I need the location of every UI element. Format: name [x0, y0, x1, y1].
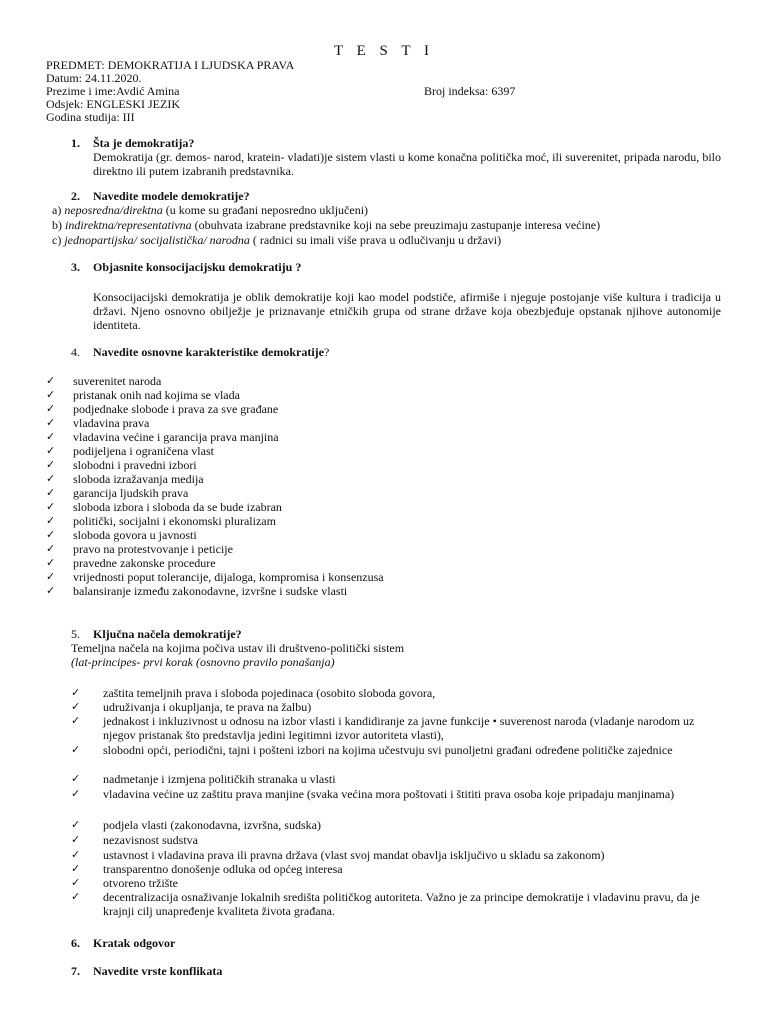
principle-text: nadmetanje i izmjena političkih stranaka u vlasti	[103, 772, 336, 786]
question-number: 7.	[71, 964, 80, 978]
checkmark-icon: ✓	[71, 818, 81, 831]
question-1	[71, 136, 194, 150]
question-text: Navedite modele demokratije?	[93, 189, 250, 203]
question-number: 6.	[71, 936, 80, 950]
question-number: 2.	[71, 189, 80, 203]
checkmark-icon: ✓	[71, 743, 81, 756]
question-3	[71, 260, 301, 274]
characteristic-text: garancija ljudskih prava	[73, 486, 189, 500]
checkmark-icon: ✓	[71, 833, 81, 846]
checkmark-icon: ✓	[71, 848, 81, 861]
date-line: Datum: 24.11.2020.	[46, 71, 142, 85]
question-number: 1.	[71, 136, 80, 150]
principle-text: otvoreno tržište	[103, 876, 178, 890]
checkmark-icon: ✓	[46, 472, 56, 485]
question-text: Navedite vrste konflikata	[93, 964, 223, 978]
document-title: T E S T I	[333, 43, 434, 59]
checkmark-icon: ✓	[71, 787, 81, 800]
principles-intro: Temeljna načela na kojima počiva ustav ili društveno-politički sistem	[71, 641, 405, 655]
question-number: 3.	[71, 260, 80, 274]
checkmark-icon: ✓	[46, 486, 56, 499]
model-option-b: b) indirektna/representativna (obuhvata izabrane predstavnike koji na sebe preuzimaju zastupanje interesa većine)	[52, 218, 601, 232]
principle-text: transparentno donošenje odluka od općeg interesa	[103, 862, 343, 876]
checkmark-icon: ✓	[71, 890, 81, 903]
question-5	[71, 627, 242, 641]
characteristic-text: vladavina prava	[73, 416, 150, 430]
checkmark-icon: ✓	[46, 542, 56, 555]
checkmark-icon: ✓	[46, 430, 56, 443]
checkmark-icon: ✓	[46, 584, 56, 597]
checkmark-icon: ✓	[71, 686, 81, 699]
principle-text: udruživanja i okupljanja, te prava na žalbu)	[103, 700, 312, 714]
question-2	[71, 189, 250, 203]
name-line: Prezime i ime:Avdić Amina	[46, 84, 180, 98]
model-option-c: c) jednopartijska/ socijalistička/ narodna ( radnici su imali više prava u odlučivanju u državi)	[52, 233, 502, 247]
characteristic-text: sloboda izražavanja medija	[73, 472, 204, 486]
question-text: Objasnite konsocijacijsku demokratiju ?	[93, 260, 302, 274]
characteristic-text: slobodni i pravedni izbori	[73, 458, 197, 472]
principle-text: jednakost i inkluzivnost u odnosu na izbor vlasti i kandidiranje za javne funkcije • suverenost naroda (vladanje narodom uz njegov pristanak što predstavlja jedini legitimni izvor autoriteta vlasti),	[103, 714, 695, 742]
characteristic-text: suverenitet naroda	[73, 374, 162, 388]
checkmark-icon: ✓	[46, 556, 56, 569]
checkmark-icon: ✓	[46, 374, 56, 387]
checkmark-icon: ✓	[71, 876, 81, 889]
department-line: Odsjek: ENGLESKI JEZIK	[46, 97, 180, 111]
checkmark-icon: ✓	[46, 514, 56, 527]
answer-3: Konsocijacijski demokratija je oblik demokratije koji kao model podstiče, afirmiše i njeguje postojanje više kultura i tradicija u državi. Njeno osnovno obilježje je priznavanje etničkih grupa od strane države koja obezbjeđuje opstanak njihove autonomije identiteta.	[93, 290, 721, 332]
question-number: 4.	[71, 345, 80, 359]
question-6	[71, 936, 175, 950]
question-text: Šta je demokratija?	[93, 136, 195, 150]
checkmark-icon: ✓	[46, 458, 56, 471]
index-number: Broj indeksa: 6397	[424, 84, 516, 98]
checkmark-icon: ✓	[46, 500, 56, 513]
question-number: 5.	[71, 627, 80, 641]
characteristic-text: vladavina većine i garancija prava manjina	[73, 430, 279, 444]
characteristic-text: pristanak onih nad kojima se vlada	[73, 388, 240, 402]
checkmark-icon: ✓	[46, 528, 56, 541]
principle-text: slobodni opći, periodični, tajni i pošteni izbori na kojima učestvuju svi punoljetni građani određene političke zajednice	[103, 743, 673, 757]
checkmark-icon: ✓	[71, 862, 81, 875]
characteristic-text: vrijednosti poput tolerancije, dijaloga, kompromisa i konsenzusa	[73, 570, 384, 584]
principle-text: ustavnost i vladavina prava ili pravna država (vlast svoj mandat obavlja isključivo u skladu sa zakonom)	[103, 848, 605, 862]
characteristic-text: sloboda govora u javnosti	[73, 528, 197, 542]
question-text: Ključna načela demokratije?	[93, 627, 242, 641]
principle-text: decentralizacija osnaživanje lokalnih središta političkog autoriteta. Važno je za principe demokratije i vladavinu pravu, da je krajnji cilj unapređenje kvaliteta života građana.	[103, 890, 700, 918]
subject-line: PREDMET: DEMOKRATIJA I LJUDSKA PRAVA	[46, 58, 295, 72]
characteristic-text: pravedne zakonske procedure	[73, 556, 216, 570]
question-text: Navedite osnovne karakteristike demokratije	[93, 345, 324, 359]
checkmark-icon: ✓	[46, 402, 56, 415]
characteristic-text: pravo na protestvovanje i peticije	[73, 542, 233, 556]
characteristic-text: podijeljena i ograničena vlast	[73, 444, 214, 458]
checkmark-icon: ✓	[46, 444, 56, 457]
characteristic-text: sloboda izbora i sloboda da se bude izabran	[73, 500, 282, 514]
checkmark-icon: ✓	[71, 772, 81, 785]
principles-origin: (lat-principes- prvi korak (osnovno pravilo ponašanja)	[71, 655, 335, 669]
question-7	[71, 964, 222, 978]
question-text: Kratak odgovor	[93, 936, 176, 950]
checkmark-icon: ✓	[46, 416, 56, 429]
principle-text: vladavina većine uz zaštitu prava manjine (svaka većina mora poštovati i štititi prava osoba koje pripadaju manjinama)	[103, 787, 675, 801]
question-4: 4. Navedite osnovne karakteristike demokratije?	[71, 345, 330, 359]
characteristic-text: podjednake slobode i prava za sve građane	[73, 402, 279, 416]
principle-text: zaštita temeljnih prava i sloboda pojedinaca (osobito sloboda govora,	[103, 686, 436, 700]
study-year-line: Godina studija: III	[46, 110, 135, 124]
checkmark-icon: ✓	[46, 570, 56, 583]
principle-text: podjela vlasti (zakonodavna, izvršna, sudska)	[103, 818, 321, 832]
checkmark-icon: ✓	[71, 714, 81, 727]
model-option-a: a) neposredna/direktna (u kome su građani neposredno uključeni)	[52, 203, 369, 217]
checkmark-icon: ✓	[71, 700, 81, 713]
principle-text: nezavisnost sudstva	[103, 833, 198, 847]
characteristic-text: politički, socijalni i ekonomski pluralizam	[73, 514, 276, 528]
checkmark-icon: ✓	[46, 388, 56, 401]
characteristic-text: balansiranje između zakonodavne, izvršne i sudske vlasti	[73, 584, 348, 598]
answer-1: Demokratija (gr. demos- narod, kratein- vladati)je sistem vlasti u kome konačna politička moć, ili suverenitet, pripada narodu, bilo direktno ili putem izabranih predstavnika.	[93, 150, 721, 178]
